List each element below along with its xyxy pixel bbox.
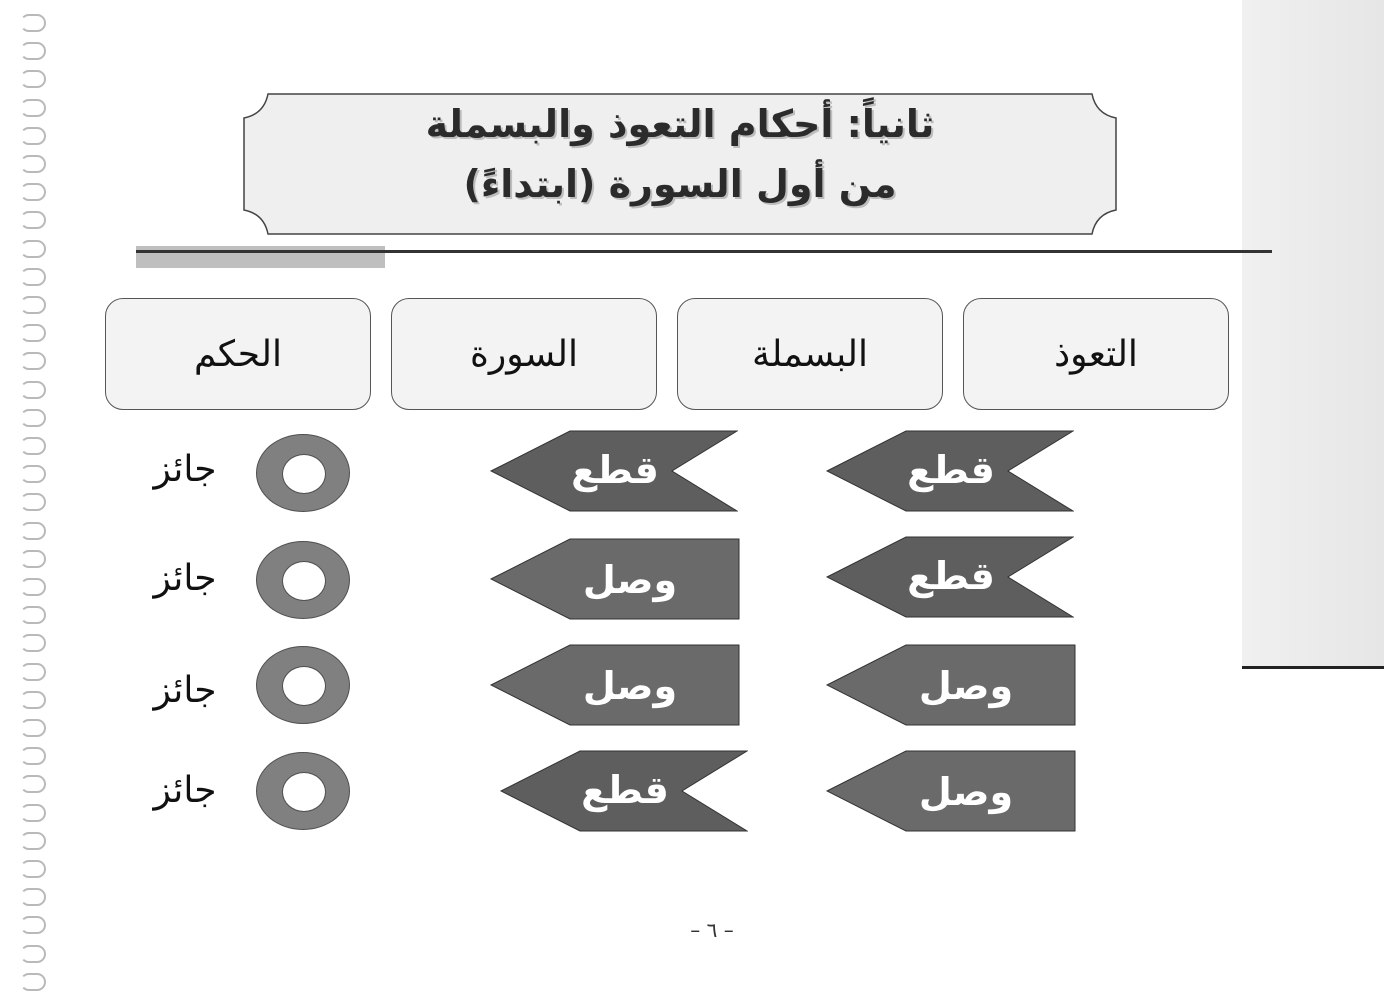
binding-ring-icon xyxy=(20,663,46,681)
row2-basmala-label: وصل xyxy=(582,558,678,602)
binding-ring-icon xyxy=(20,493,46,511)
binding-ring-icon xyxy=(20,240,46,258)
binding-rings xyxy=(0,0,60,973)
row4-taawwudh-label: وصل xyxy=(918,770,1014,814)
binding-ring-icon xyxy=(20,155,46,173)
binding-ring-icon xyxy=(20,437,46,455)
header-ruling: الحكم xyxy=(105,298,371,410)
page-number: – ٦ – xyxy=(690,918,734,942)
page-edge-shade xyxy=(1242,0,1384,668)
binding-ring-icon xyxy=(20,381,46,399)
header-taawwudh: التعوذ xyxy=(963,298,1229,410)
binding-ring-icon xyxy=(20,578,46,596)
row1-basmala-label: قطع xyxy=(571,448,659,492)
binding-ring-icon xyxy=(20,945,46,963)
row3-ruling: جائز xyxy=(153,670,217,711)
binding-ring-icon xyxy=(20,324,46,342)
row4-ruling: جائز xyxy=(153,770,217,811)
binding-ring-icon xyxy=(20,832,46,850)
row1-ring-icon xyxy=(256,434,350,512)
binding-ring-icon xyxy=(20,268,46,286)
binding-ring-icon xyxy=(20,634,46,652)
binding-ring-icon xyxy=(20,916,46,934)
page-title-line-2: من أول السورة (ابتداءً) xyxy=(463,162,897,206)
binding-ring-icon xyxy=(20,775,46,793)
binding-ring-icon xyxy=(20,804,46,822)
binding-ring-icon xyxy=(20,522,46,540)
binding-ring-icon xyxy=(20,550,46,568)
header-surah: السورة xyxy=(391,298,657,410)
binding-ring-icon xyxy=(20,747,46,765)
row2-ruling: جائز xyxy=(153,558,217,599)
binding-ring-icon xyxy=(20,296,46,314)
binding-ring-icon xyxy=(20,183,46,201)
row1-ruling: جائز xyxy=(153,449,217,490)
row3-taawwudh-label: وصل xyxy=(918,664,1014,708)
row2-taawwudh-label: قطع xyxy=(907,554,995,598)
row3-ring-icon xyxy=(256,646,350,724)
row2-ring-icon xyxy=(256,541,350,619)
header-basmala: البسملة xyxy=(677,298,943,410)
binding-ring-icon xyxy=(20,973,46,991)
divider-line xyxy=(136,250,1272,253)
binding-ring-icon xyxy=(20,860,46,878)
binding-ring-icon xyxy=(20,70,46,88)
binding-ring-icon xyxy=(20,691,46,709)
binding-ring-icon xyxy=(20,352,46,370)
binding-ring-icon xyxy=(20,127,46,145)
binding-ring-icon xyxy=(20,465,46,483)
row3-basmala-label: وصل xyxy=(582,664,678,708)
page-edge-line xyxy=(1242,666,1384,669)
binding-ring-icon xyxy=(20,42,46,60)
binding-ring-icon xyxy=(20,719,46,737)
page-title-line-1: ثانياً: أحكام التعوذ والبسملة xyxy=(425,102,935,146)
row4-basmala-label: قطع xyxy=(581,768,669,812)
binding-ring-icon xyxy=(20,606,46,624)
binding-ring-icon xyxy=(20,14,46,32)
binding-ring-icon xyxy=(20,211,46,229)
binding-ring-icon xyxy=(20,409,46,427)
row1-taawwudh-label: قطع xyxy=(907,448,995,492)
title-box xyxy=(238,88,1122,240)
row4-ring-icon xyxy=(256,752,350,830)
binding-ring-icon xyxy=(20,99,46,117)
binding-ring-icon xyxy=(20,888,46,906)
